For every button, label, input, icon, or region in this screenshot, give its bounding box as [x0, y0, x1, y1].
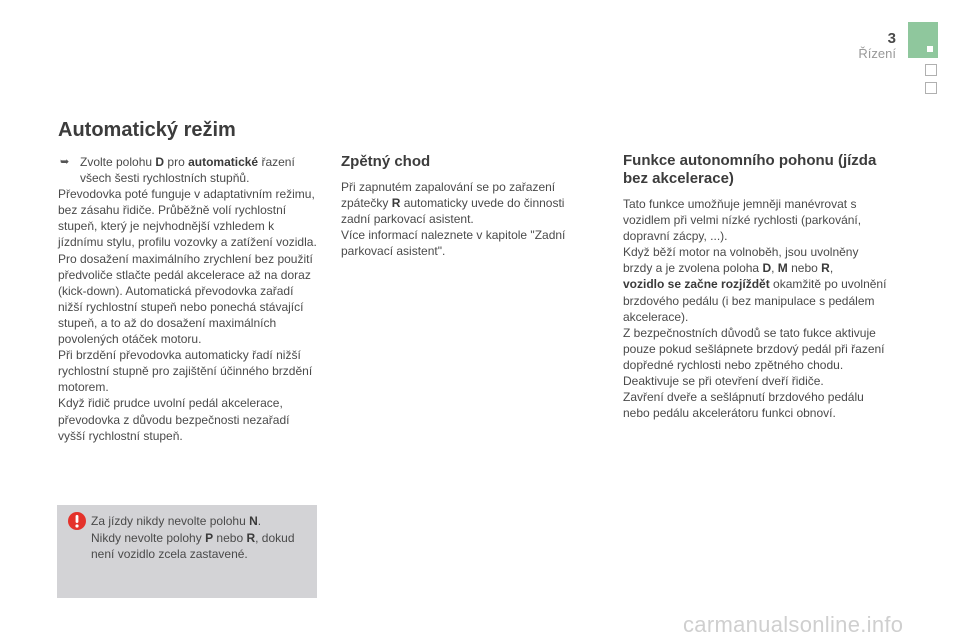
- page-number: 3: [887, 30, 896, 47]
- paragraph: Z bezpečnostních důvodů se tato fukce aktivuje pouze pokud sešlápnete brzdový pedál při řazení dopředné rychlosti nebo zpětného chodu.: [623, 325, 885, 372]
- paragraph: Více informací naleznete v kapitole "Zadní parkovací asistent".: [341, 228, 566, 259]
- watermark: carmanualsonline.info: [683, 612, 904, 637]
- paragraph: Pro dosažení maximálního zrychlení bez použití předvoliče stlačte pedál akcelerace až na doraz (kick-down). Automatická převodovka zařadí nižší rychlostní stupeň nebo ponechá stávající stupeň, a to až do dosažení maximálních povolených otáček motoru.: [58, 251, 313, 347]
- warning-box: [57, 505, 317, 598]
- column-creep-function: [623, 152, 891, 421]
- paragraph: Deaktivuje se při otevření dveří řidiče.: [623, 374, 824, 389]
- section-name: Řízení: [858, 46, 896, 61]
- chapter-tab-3[interactable]: [925, 82, 937, 94]
- column-reverse-gear: [341, 153, 591, 259]
- warning-text: Za jízdy nikdy nevolte polohu N. Nikdy nevolte polohy P nebo R, dokud není vozidlo zcela zastavené.: [91, 514, 295, 561]
- page-title: Automatický režim: [58, 119, 236, 141]
- section-heading: Funkce autonomního pohonu (jízda bez akcelerace): [623, 152, 877, 187]
- paragraph: Při brzdění převodovka automaticky řadí nižší rychlostní stupně pro zajištění účinného brzdění motorem.: [58, 348, 313, 395]
- paragraph: Převodovka poté funguje v adaptativním režimu, bez zásahu řidiče. Průběžně volí rychlostní stupeň, který je nejvhodnější vzhledem k jízdnímu stylu, profilu vozovky a zatížení vozidla.: [58, 187, 317, 250]
- paragraph: Tato funkce umožňuje jemněji manévrovat s vozidlem při velmi nízké rychlosti (parkování, dopravní zácpy, ...).: [623, 197, 862, 244]
- warning-exclamation-icon: [67, 511, 87, 531]
- bullet-item: ➥ Zvolte polohu D pro automatické řazení všech šesti rychlostních stupňů.: [60, 155, 295, 186]
- section-heading: Zpětný chod: [341, 153, 431, 170]
- paragraph: Když řidič prudce uvolní pedál akcelerace, převodovka z důvodu bezpečnosti nezařadí vyšší rychlostní stupeň.: [58, 396, 290, 443]
- arrow-bullet-icon: ➥: [60, 156, 70, 168]
- column-automatic-mode: [58, 154, 320, 444]
- paragraph: Při zapnutém zapalování se po zařazení zpátečky R automaticky uvede do činnosti zadní parkovací asistent.: [341, 180, 565, 227]
- chapter-tab-2[interactable]: [925, 64, 937, 76]
- tab-marker-icon: [927, 46, 933, 52]
- chapter-tab-active[interactable]: [908, 22, 938, 58]
- paragraph: Zavření dveře a sešlápnutí brzdového pedálu nebo pedálu akcelerátoru funkci obnoví.: [623, 390, 864, 421]
- paragraph: Když běží motor na volnoběh, jsou uvolněny brzdy a je zvolena poloha D, M nebo R, vozidlo se začne rozjíždět okamžitě po uvolnění brzdového pedálu (i bez manipulace s pedálem akcelerace).: [623, 245, 887, 324]
